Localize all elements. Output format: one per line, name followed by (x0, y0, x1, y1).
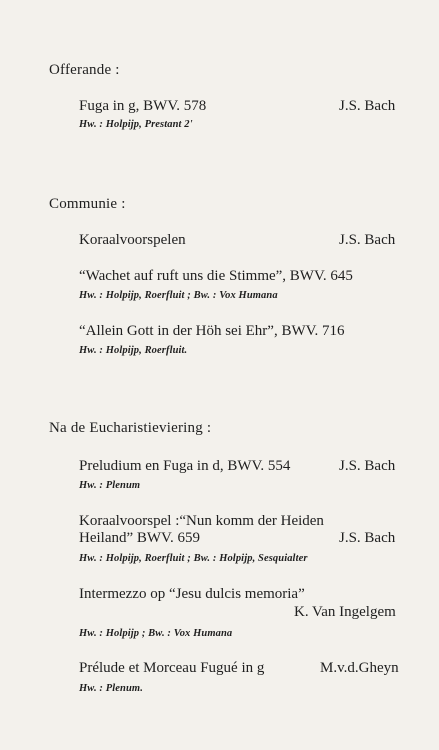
piece-title: “Wachet auf ruft uns die Stimme”, BWV. 645 (79, 268, 353, 284)
registration: Hw. : Holpijp, Roerfluit. (79, 345, 188, 356)
composer: J.S. Bach (339, 98, 396, 114)
piece-title: Koraalvoorspelen (79, 232, 186, 248)
piece-title: Fuga in g, BWV. 578 (79, 98, 207, 114)
composer: J.S. Bach (339, 458, 396, 474)
registration: Hw. : Holpijp, Roerfluit ; Bw. : Vox Humana (79, 290, 278, 301)
composer: M.v.d.Gheyn (320, 660, 399, 676)
section-heading-na-de-eucharistieviering: Na de Eucharistieviering : (49, 420, 212, 436)
piece-title: “Allein Gott in der Höh sei Ehr”, BWV. 716 (79, 323, 345, 339)
piece-title: Intermezzo op “Jesu dulcis memoria” (79, 586, 305, 602)
composer: J.S. Bach (339, 530, 396, 546)
registration: Hw. : Plenum (79, 480, 141, 491)
registration: Hw. : Plenum. (79, 683, 143, 694)
registration: Hw. : Holpijp, Prestant 2' (79, 119, 193, 130)
piece-title: Preludium en Fuga in d, BWV. 554 (79, 458, 291, 474)
piece-title: Heiland” BWV. 659 (79, 530, 200, 546)
composer: K. Van Ingelgem (294, 604, 396, 620)
composer: J.S. Bach (339, 232, 396, 248)
registration: Hw. : Holpijp, Roerfluit ; Bw. : Holpijp, Sesquialter (79, 553, 308, 564)
section-heading-communie: Communie : (49, 196, 126, 212)
section-heading-offerande: Offerande : (49, 62, 120, 78)
piece-title: Prélude et Morceau Fugué in g (79, 660, 265, 676)
piece-title: Koraalvoorspel :“Nun komm der Heiden (79, 513, 324, 529)
registration: Hw. : Holpijp ; Bw. : Vox Humana (79, 628, 233, 639)
